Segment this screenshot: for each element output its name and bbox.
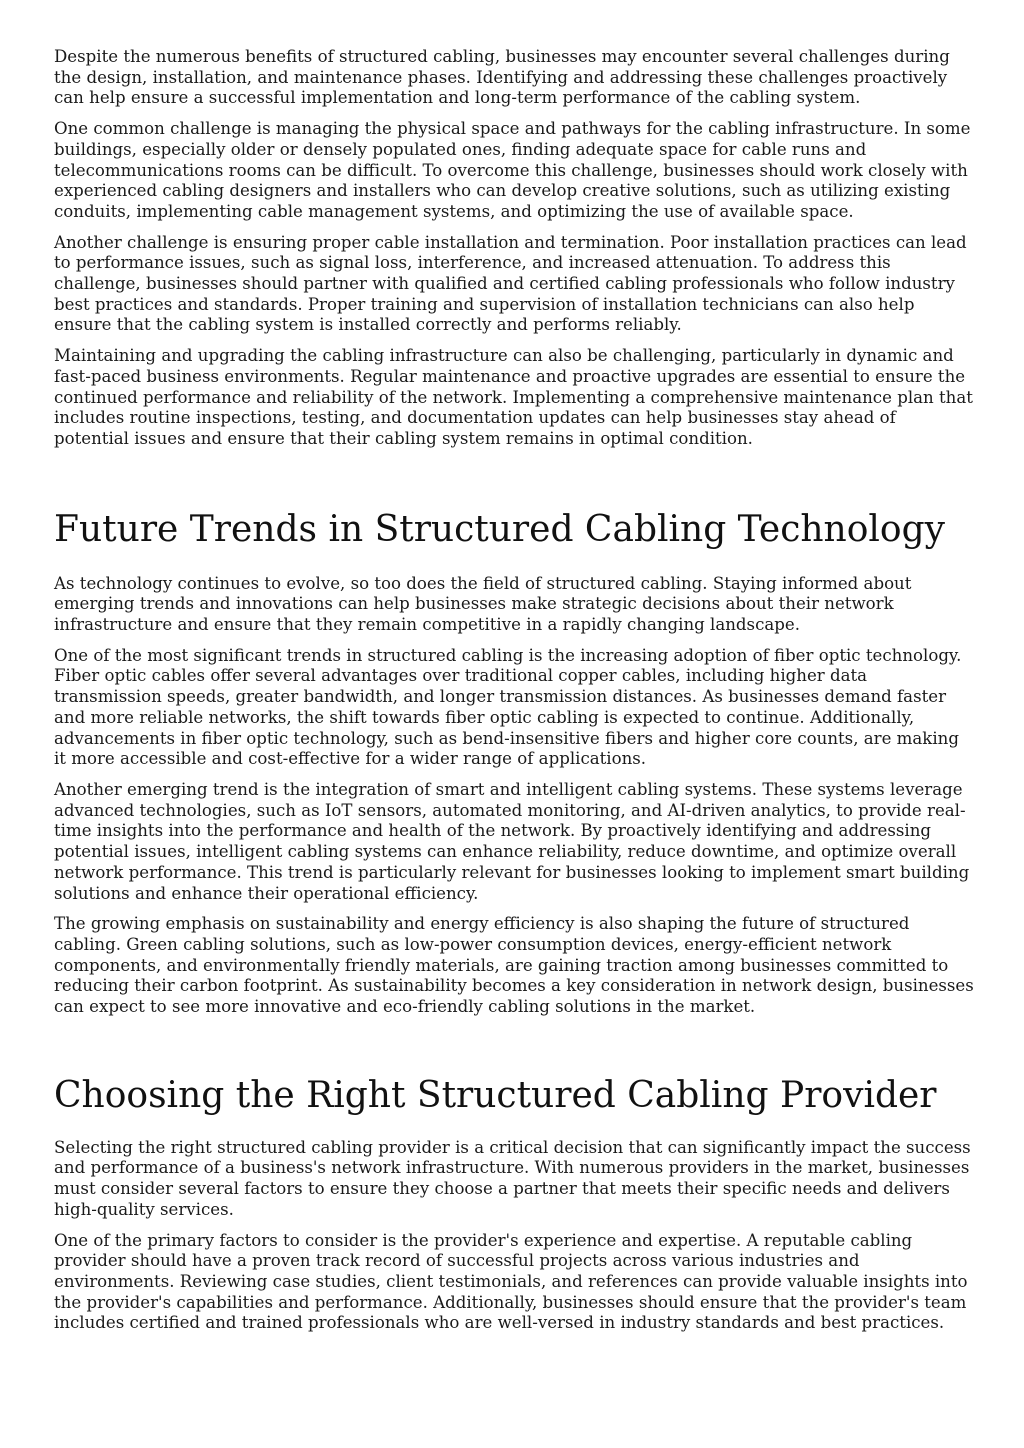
body-paragraph: Maintaining and upgrading the cabling infrastructure can also be challenging, particularly in dynamic and fast-paced business environments. Regular maintenance and proactive upgrades are essential to ensure the continued performance and reliability of the network. Implementing a comprehensive maintenance plan that includes routine inspections, testing, and documentation updates can help businesses stay ahead of potential issues and ensure that their cabling system remains in optimal condition.: [54, 346, 973, 448]
challenges-section: [54, 47, 974, 450]
body-paragraph: Selecting the right structured cabling provider is a critical decision that can significantly impact the success and performance of a business's network infrastructure. With numerous providers in the market, businesses must consider several factors to ensure they choose a partner that meets their specific needs and delivers high-quality services.: [54, 1137, 971, 1219]
body-paragraph: Despite the numerous benefits of structured cabling, businesses may encounter several challenges during the design, installation, and maintenance phases. Identifying and addressing these challenges proactively can help ensure a successful implementation and long-term performance of the cabling system.: [54, 47, 950, 108]
future-trends-section: [54, 508, 974, 1018]
body-paragraph: One of the most significant trends in structured cabling is the increasing adoption of fiber optic technology. Fiber optic cables offer several advantages over traditional copper cables, including higher data transmission speeds, greater bandwidth, and longer transmission distances. As businesses demand faster and more reliable networks, the shift towards fiber optic cabling is expected to continue. Additionally, advancements in fiber optic technology, such as bend-insensitive fibers and higher core counts, are making it more accessible and cost-effective for a wider range of applications.: [54, 645, 962, 769]
body-paragraph: Another emerging trend is the integration of smart and intelligent cabling systems. These systems leverage advanced technologies, such as IoT sensors, automated monitoring, and AI-driven analytics, to provide real-time insights into the performance and health of the network. By proactively identifying and addressing potential issues, intelligent cabling systems can enhance reliability, reduce downtime, and optimize overall network performance. This trend is particularly relevant for businesses looking to implement smart building solutions and enhance their operational efficiency.: [54, 779, 970, 903]
section-heading: Future Trends in Structured Cabling Technology: [54, 508, 945, 550]
body-paragraph: One of the primary factors to consider is the provider's experience and expertise. A reputable cabling provider should have a proven track record of successful projects across various industries and environments. Reviewing case studies, client testimonials, and references can provide valuable insights into the provider's capabilities and performance. Additionally, businesses should ensure that the provider's team includes certified and trained professionals who are well-versed in industry standards and best practices.: [54, 1230, 968, 1333]
body-paragraph: Another challenge is ensuring proper cable installation and termination. Poor installation practices can lead to performance issues, such as signal loss, interference, and increased attenuation. To address this challenge, businesses should partner with qualified and certified cabling professionals who follow industry best practices and standards. Proper training and supervision of installation technicians can also help ensure that the cabling system is installed correctly and performs reliably.: [54, 232, 967, 335]
body-paragraph: One common challenge is managing the physical space and pathways for the cabling infrastructure. In some buildings, especially older or densely populated ones, finding adequate space for cable runs and telecommunications rooms can be difficult. To overcome this challenge, businesses should work closely with experienced cabling designers and installers who can develop creative solutions, such as utilizing existing conduits, implementing cable management systems, and optimizing the use of available space.: [54, 119, 971, 221]
section-heading: Choosing the Right Structured Cabling Provider: [54, 1074, 937, 1116]
document-page: [54, 47, 974, 1344]
body-paragraph: As technology continues to evolve, so too does the field of structured cabling. Staying informed about emerging trends and innovations can help businesses make strategic decisions about their network infrastructure and ensure that they remain competitive in a rapidly changing landscape.: [54, 573, 912, 635]
choosing-provider-section: [54, 1074, 974, 1334]
body-paragraph: The growing emphasis on sustainability and energy efficiency is also shaping the future of structured cabling. Green cabling solutions, such as low-power consumption devices, energy-efficient network components, and environmentally friendly materials, are gaining traction among businesses committed to reducing their carbon footprint. As sustainability becomes a key consideration in network design, businesses can expect to see more innovative and eco-friendly cabling solutions in the market.: [54, 914, 974, 1017]
